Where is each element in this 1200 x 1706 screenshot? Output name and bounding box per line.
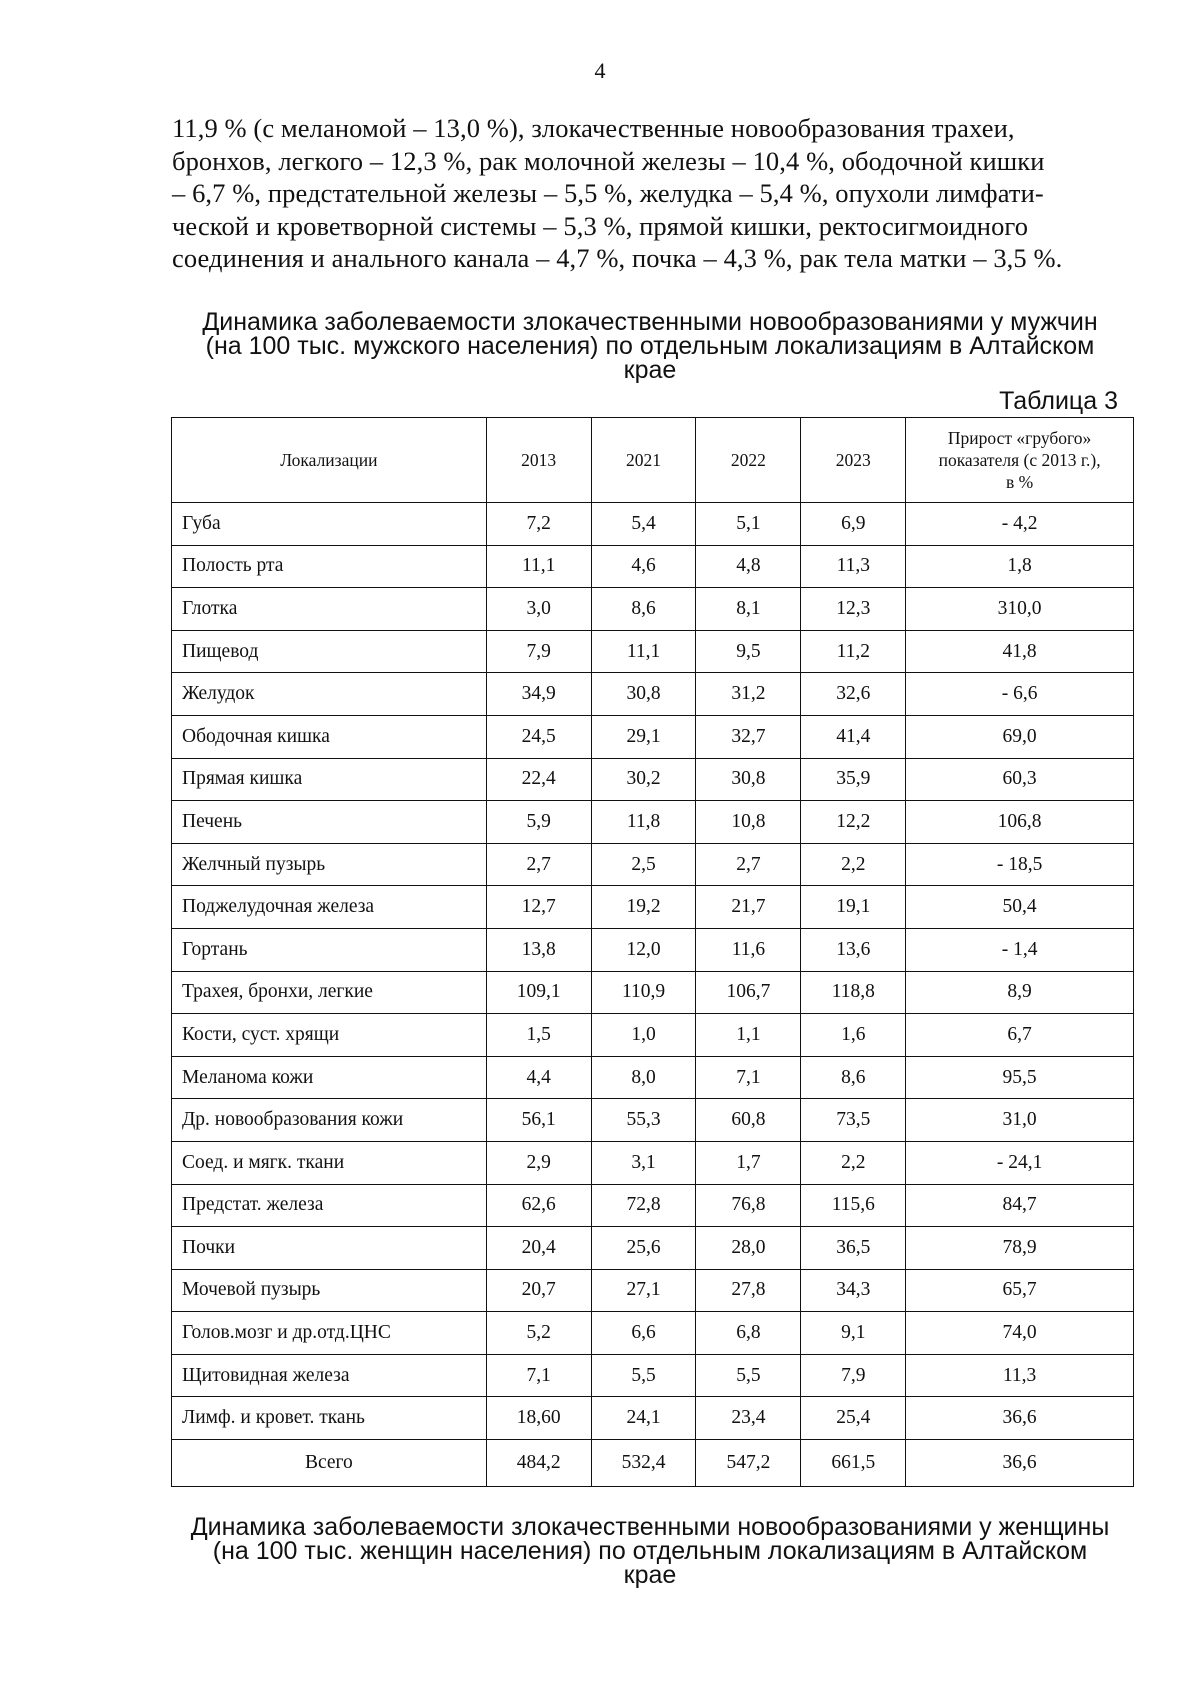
page-number: 4 xyxy=(594,58,606,83)
cell-2022: 106,7 xyxy=(696,971,801,1014)
cell-2021: 5,4 xyxy=(591,503,696,546)
table-row xyxy=(172,801,1134,844)
cell-2023: 36,5 xyxy=(801,1227,906,1270)
table-row xyxy=(172,1227,1134,1270)
cell-2021: 27,1 xyxy=(591,1269,696,1312)
cell-localization: Др. новообразования кожи xyxy=(172,1099,487,1142)
cell-growth: 84,7 xyxy=(906,1184,1134,1227)
cell-growth: - 18,5 xyxy=(906,843,1134,886)
cell-localization: Меланома кожи xyxy=(172,1056,487,1099)
cell-2013: 5,2 xyxy=(486,1312,591,1355)
cell-2021: 5,5 xyxy=(591,1354,696,1397)
cell-localization: Полость рта xyxy=(172,545,487,588)
cell-2023: 118,8 xyxy=(801,971,906,1014)
cell-2013: 24,5 xyxy=(486,715,591,758)
cell-localization: Гортань xyxy=(172,928,487,971)
table-row xyxy=(172,630,1134,673)
caption-line: Динамика заболеваемости злокачественными новообразованиями у женщины xyxy=(190,1513,1110,1541)
cell-2023: 115,6 xyxy=(801,1184,906,1227)
cell-growth: 6,7 xyxy=(906,1014,1134,1057)
cell-2023: 8,6 xyxy=(801,1056,906,1099)
cell-2021: 24,1 xyxy=(591,1397,696,1440)
cell-2023: 2,2 xyxy=(801,843,906,886)
cell-2023: 661,5 xyxy=(801,1440,906,1487)
cell-2021: 29,1 xyxy=(591,715,696,758)
cell-2022: 4,8 xyxy=(696,545,801,588)
cell-2023: 1,6 xyxy=(801,1014,906,1057)
cell-2021: 110,9 xyxy=(591,971,696,1014)
table-row xyxy=(172,1099,1134,1142)
cell-2022: 1,1 xyxy=(696,1014,801,1057)
table-row xyxy=(172,928,1134,971)
cell-growth: - 24,1 xyxy=(906,1141,1134,1184)
cell-localization: Всего xyxy=(172,1440,487,1487)
caption-line: (на 100 тыс. женщин населения) по отдельным локализациям в Алтайском xyxy=(212,1537,1088,1565)
cell-2013: 3,0 xyxy=(486,588,591,631)
cell-growth: - 4,2 xyxy=(906,503,1134,546)
cell-2021: 8,6 xyxy=(591,588,696,631)
cell-2022: 9,5 xyxy=(696,630,801,673)
cell-growth: 36,6 xyxy=(906,1440,1134,1487)
cell-growth: - 1,4 xyxy=(906,928,1134,971)
caption-line: (на 100 тыс. мужского населения) по отдельным локализациям в Алтайском xyxy=(205,332,1095,360)
cell-2022: 32,7 xyxy=(696,715,801,758)
table-row xyxy=(172,1184,1134,1227)
cell-2023: 35,9 xyxy=(801,758,906,801)
cell-2021: 11,1 xyxy=(591,630,696,673)
cell-2022: 10,8 xyxy=(696,801,801,844)
cell-2022: 30,8 xyxy=(696,758,801,801)
cell-2021: 532,4 xyxy=(591,1440,696,1487)
cell-growth: 41,8 xyxy=(906,630,1134,673)
cell-2013: 1,5 xyxy=(486,1014,591,1057)
header-2021: 2021 xyxy=(591,418,696,503)
cell-growth: 65,7 xyxy=(906,1269,1134,1312)
header-2022: 2022 xyxy=(696,418,801,503)
incidence-table xyxy=(171,417,1134,1487)
cell-2013: 20,7 xyxy=(486,1269,591,1312)
cell-localization: Лимф. и кровет. ткань xyxy=(172,1397,487,1440)
cell-2013: 7,2 xyxy=(486,503,591,546)
cell-2022: 5,1 xyxy=(696,503,801,546)
cell-2013: 18,60 xyxy=(486,1397,591,1440)
cell-growth: 60,3 xyxy=(906,758,1134,801)
header-2013: 2013 xyxy=(486,418,591,503)
cell-localization: Мочевой пузырь xyxy=(172,1269,487,1312)
cell-2021: 1,0 xyxy=(591,1014,696,1057)
cell-2023: 73,5 xyxy=(801,1099,906,1142)
cell-2022: 23,4 xyxy=(696,1397,801,1440)
cell-2022: 31,2 xyxy=(696,673,801,716)
cell-2023: 7,9 xyxy=(801,1354,906,1397)
table-header-row xyxy=(172,418,1134,503)
cell-2013: 22,4 xyxy=(486,758,591,801)
table-row xyxy=(172,1141,1134,1184)
cell-2023: 12,3 xyxy=(801,588,906,631)
cell-2013: 7,9 xyxy=(486,630,591,673)
caption-line: Динамика заболеваемости злокачественными новообразованиями у мужчин xyxy=(202,308,1098,336)
cell-2022: 28,0 xyxy=(696,1227,801,1270)
cell-2021: 4,6 xyxy=(591,545,696,588)
intro-paragraph xyxy=(172,112,1122,275)
cell-localization: Желудок xyxy=(172,673,487,716)
cell-2021: 72,8 xyxy=(591,1184,696,1227)
cell-localization: Трахея, бронхи, легкие xyxy=(172,971,487,1014)
cell-2022: 6,8 xyxy=(696,1312,801,1355)
cell-2022: 5,5 xyxy=(696,1354,801,1397)
table-row xyxy=(172,971,1134,1014)
cell-growth: 78,9 xyxy=(906,1227,1134,1270)
cell-localization: Соед. и мягк. ткани xyxy=(172,1141,487,1184)
table-total-row xyxy=(172,1440,1134,1487)
cell-localization: Ободочная кишка xyxy=(172,715,487,758)
cell-localization: Кости, суст. хрящи xyxy=(172,1014,487,1057)
intro-line: ческой и кроветворной системы – 5,3 %, прямой кишки, ректосигмоидного xyxy=(172,210,1029,241)
cell-growth: 31,0 xyxy=(906,1099,1134,1142)
cell-2022: 547,2 xyxy=(696,1440,801,1487)
cell-2013: 34,9 xyxy=(486,673,591,716)
cell-2013: 12,7 xyxy=(486,886,591,929)
cell-2023: 34,3 xyxy=(801,1269,906,1312)
cell-2023: 9,1 xyxy=(801,1312,906,1355)
cell-2022: 7,1 xyxy=(696,1056,801,1099)
cell-2023: 12,2 xyxy=(801,801,906,844)
cell-2013: 62,6 xyxy=(486,1184,591,1227)
table-row xyxy=(172,1354,1134,1397)
cell-localization: Голов.мозг и др.отд.ЦНС xyxy=(172,1312,487,1355)
header-growth-line: в % xyxy=(1005,472,1034,492)
cell-2022: 60,8 xyxy=(696,1099,801,1142)
cell-growth: 69,0 xyxy=(906,715,1134,758)
cell-localization: Губа xyxy=(172,503,487,546)
cell-growth: 8,9 xyxy=(906,971,1134,1014)
cell-localization: Глотка xyxy=(172,588,487,631)
table-row xyxy=(172,1397,1134,1440)
table-row xyxy=(172,886,1134,929)
table-body xyxy=(172,503,1134,1487)
cell-growth: 74,0 xyxy=(906,1312,1134,1355)
cell-localization: Почки xyxy=(172,1227,487,1270)
intro-line: соединения и анального канала – 4,7 %, почка – 4,3 %, рак тела матки – 3,5 %. xyxy=(172,243,1063,273)
cell-growth: 106,8 xyxy=(906,801,1134,844)
cell-2023: 32,6 xyxy=(801,673,906,716)
cell-2023: 2,2 xyxy=(801,1141,906,1184)
cell-2022: 1,7 xyxy=(696,1141,801,1184)
table-row xyxy=(172,1056,1134,1099)
caption-line: крае xyxy=(623,356,677,384)
cell-2023: 25,4 xyxy=(801,1397,906,1440)
table-row xyxy=(172,673,1134,716)
cell-2013: 56,1 xyxy=(486,1099,591,1142)
intro-line: 11,9 % (с меланомой – 13,0 %), злокачественные новообразования трахеи, xyxy=(172,113,1015,143)
header-growth-line: показателя (с 2013 г.), xyxy=(938,450,1101,470)
cell-2021: 3,1 xyxy=(591,1141,696,1184)
cell-2023: 19,1 xyxy=(801,886,906,929)
cell-growth: 11,3 xyxy=(906,1354,1134,1397)
cell-growth: 1,8 xyxy=(906,545,1134,588)
cell-2013: 5,9 xyxy=(486,801,591,844)
cell-2022: 76,8 xyxy=(696,1184,801,1227)
table-row xyxy=(172,1014,1134,1057)
header-2023: 2023 xyxy=(801,418,906,503)
cell-growth: 36,6 xyxy=(906,1397,1134,1440)
cell-2022: 8,1 xyxy=(696,588,801,631)
cell-2013: 20,4 xyxy=(486,1227,591,1270)
cell-2021: 19,2 xyxy=(591,886,696,929)
cell-2022: 21,7 xyxy=(696,886,801,929)
table-row xyxy=(172,545,1134,588)
intro-line: – 6,7 %, предстательной железы – 5,5 %, желудка – 5,4 %, опухоли лимфати- xyxy=(172,178,1044,208)
cell-growth: - 6,6 xyxy=(906,673,1134,716)
table-caption xyxy=(170,310,1130,382)
table-row xyxy=(172,503,1134,546)
cell-2021: 30,8 xyxy=(591,673,696,716)
cell-2023: 11,2 xyxy=(801,630,906,673)
header-localization: Локализации xyxy=(172,418,487,503)
table-row xyxy=(172,715,1134,758)
cell-2023: 11,3 xyxy=(801,545,906,588)
cell-2023: 13,6 xyxy=(801,928,906,971)
cell-2023: 41,4 xyxy=(801,715,906,758)
cell-2023: 6,9 xyxy=(801,503,906,546)
cell-2013: 484,2 xyxy=(486,1440,591,1487)
cell-localization: Предстат. железа xyxy=(172,1184,487,1227)
cell-2021: 8,0 xyxy=(591,1056,696,1099)
cell-localization: Пищевод xyxy=(172,630,487,673)
table-row xyxy=(172,758,1134,801)
table-row xyxy=(172,1269,1134,1312)
cell-growth: 95,5 xyxy=(906,1056,1134,1099)
cell-2021: 2,5 xyxy=(591,843,696,886)
table-row xyxy=(172,1312,1134,1355)
cell-growth: 50,4 xyxy=(906,886,1134,929)
cell-2021: 25,6 xyxy=(591,1227,696,1270)
cell-2022: 2,7 xyxy=(696,843,801,886)
cell-2021: 6,6 xyxy=(591,1312,696,1355)
header-growth xyxy=(906,418,1134,503)
cell-2021: 11,8 xyxy=(591,801,696,844)
cell-localization: Желчный пузырь xyxy=(172,843,487,886)
cell-2021: 12,0 xyxy=(591,928,696,971)
cell-growth: 310,0 xyxy=(906,588,1134,631)
cell-localization: Печень xyxy=(172,801,487,844)
next-table-caption xyxy=(170,1515,1130,1587)
intro-line: бронхов, легкого – 12,3 %, рак молочной железы – 10,4 %, ободочной кишки xyxy=(172,145,1045,176)
cell-localization: Поджелудочная железа xyxy=(172,886,487,929)
table-row xyxy=(172,843,1134,886)
cell-2013: 7,1 xyxy=(486,1354,591,1397)
caption-line: крае xyxy=(623,1561,677,1589)
cell-2013: 109,1 xyxy=(486,971,591,1014)
cell-2021: 55,3 xyxy=(591,1099,696,1142)
cell-2022: 27,8 xyxy=(696,1269,801,1312)
table-label: Таблица 3 xyxy=(999,387,1118,415)
cell-localization: Щитовидная железа xyxy=(172,1354,487,1397)
cell-2022: 11,6 xyxy=(696,928,801,971)
table-row xyxy=(172,588,1134,631)
cell-2013: 2,9 xyxy=(486,1141,591,1184)
cell-2021: 30,2 xyxy=(591,758,696,801)
cell-2013: 13,8 xyxy=(486,928,591,971)
cell-2013: 2,7 xyxy=(486,843,591,886)
cell-2013: 11,1 xyxy=(486,545,591,588)
cell-2013: 4,4 xyxy=(486,1056,591,1099)
header-growth-line: Прирост «грубого» xyxy=(947,428,1092,448)
cell-localization: Прямая кишка xyxy=(172,758,487,801)
